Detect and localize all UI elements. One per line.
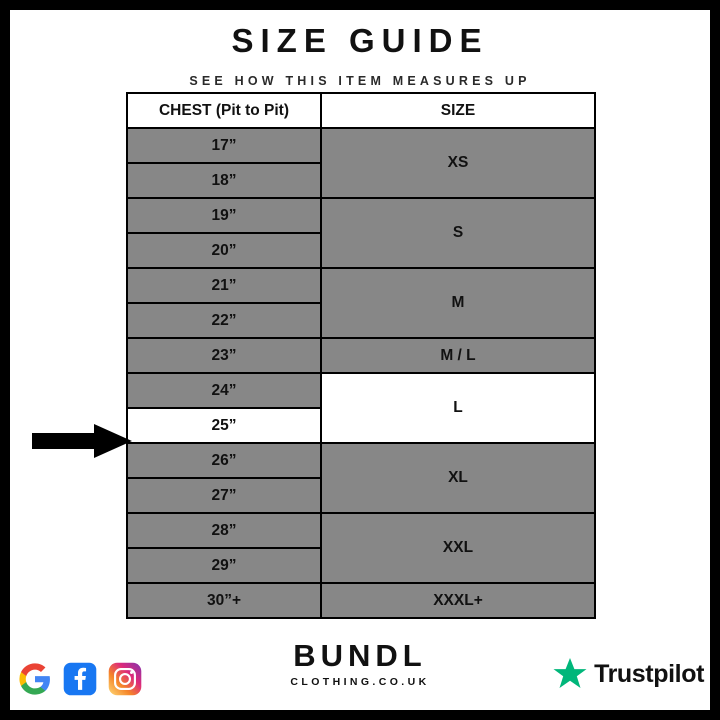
brand-name: BUNDL <box>293 638 427 673</box>
trustpilot-label: Trustpilot <box>594 659 704 688</box>
table-header-row <box>127 93 595 128</box>
chest-cell: 29” <box>127 548 321 583</box>
chest-cell: 18” <box>127 163 321 198</box>
chest-cell: 26” <box>127 443 321 478</box>
chest-cell: 17” <box>127 128 321 163</box>
size-cell: XL <box>321 443 595 513</box>
size-cell: S <box>321 198 595 268</box>
table-row <box>127 443 595 478</box>
brand-url: CLOTHING.CO.UK <box>290 676 430 688</box>
chest-cell: 20” <box>127 233 321 268</box>
chest-cell: 28” <box>127 513 321 548</box>
table-row <box>127 128 595 163</box>
chest-cell: 24” <box>127 373 321 408</box>
chest-cell: 23” <box>127 338 321 373</box>
footer <box>10 628 710 702</box>
trustpilot-badge[interactable] <box>552 656 704 692</box>
table-row <box>127 583 595 618</box>
chest-cell: 27” <box>127 478 321 513</box>
table-row <box>127 338 595 373</box>
chest-cell-selected: 25” <box>127 408 321 443</box>
page-subtitle: SEE HOW THIS ITEM MEASURES UP <box>189 74 531 88</box>
table-row <box>127 373 595 408</box>
column-header-size: SIZE <box>321 93 595 128</box>
table-row <box>127 198 595 233</box>
size-cell: XXXL+ <box>321 583 595 618</box>
size-cell: XS <box>321 128 595 198</box>
trustpilot-star-icon <box>552 656 588 692</box>
right-arrow-icon <box>32 422 132 460</box>
size-cell: M / L <box>321 338 595 373</box>
size-cell-selected: L <box>321 373 595 443</box>
column-header-chest: CHEST (Pit to Pit) <box>127 93 321 128</box>
chest-cell: 19” <box>127 198 321 233</box>
table-row <box>127 268 595 303</box>
size-cell: XXL <box>321 513 595 583</box>
size-table <box>126 92 596 619</box>
size-table-wrapper <box>126 92 594 619</box>
chest-cell: 21” <box>127 268 321 303</box>
page-title: SIZE GUIDE <box>231 22 489 59</box>
table-row <box>127 513 595 548</box>
size-cell: M <box>321 268 595 338</box>
size-guide-sheet <box>10 10 710 710</box>
chest-cell: 22” <box>127 303 321 338</box>
chest-cell: 30”+ <box>127 583 321 618</box>
